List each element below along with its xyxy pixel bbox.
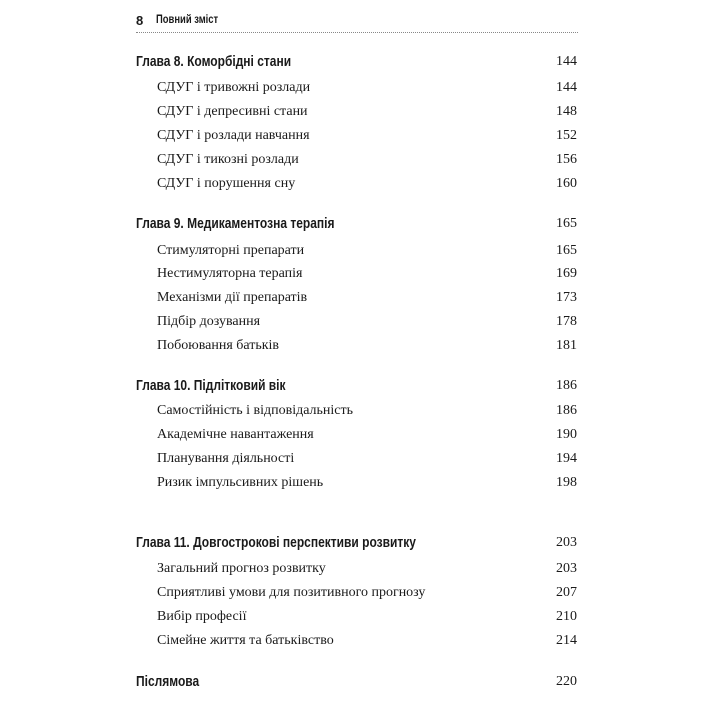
toc-entry-page: 144: [556, 80, 577, 95]
toc-section: [0, 76, 720, 100]
toc-chapter-10: [0, 374, 720, 398]
toc-section: [0, 239, 720, 263]
toc-section: [0, 286, 720, 310]
toc-entry-page: 220: [556, 674, 577, 689]
page-number: 8: [136, 13, 144, 28]
toc-entry-page: 181: [556, 338, 577, 353]
toc-section: [0, 100, 720, 124]
toc-entry-page: 210: [556, 609, 577, 624]
toc-entry-page: 214: [556, 633, 577, 648]
toc-entry-title: Механізми дії препаратів: [157, 290, 308, 305]
toc-section: [0, 262, 720, 286]
toc-entry-title: Підбір дозування: [157, 314, 261, 329]
toc-entry-title: СДУГ і тикозні розлади: [157, 152, 299, 167]
toc-section: [0, 447, 720, 471]
toc-section: [0, 605, 720, 629]
toc-entry-title: Глава 9. Медикаментозна терапія: [136, 215, 335, 232]
toc-section: [0, 423, 720, 447]
toc-entry-page: 165: [556, 216, 577, 231]
toc-entry-page: 152: [556, 128, 577, 143]
toc-section: [0, 310, 720, 334]
toc-entry-title: Вибір професії: [157, 609, 247, 624]
toc-entry-page: 178: [556, 314, 577, 329]
toc-section: [0, 629, 720, 653]
toc-entry-page: 160: [556, 176, 577, 191]
toc-entry-title: Побоювання батьків: [157, 338, 280, 353]
toc-entry-page: 194: [556, 451, 577, 466]
toc-entry-title: Загальний прогноз розвитку: [157, 561, 326, 576]
toc-entry-title: Ризик імпульсивних рішень: [157, 475, 324, 490]
toc-entry-page: 186: [556, 403, 577, 418]
toc-entry-page: 169: [556, 266, 577, 281]
toc-entry-title: Академічне навантаження: [157, 427, 314, 442]
toc-entry-title: Післямова: [136, 673, 200, 690]
toc-chapter-11: [0, 531, 720, 555]
toc-entry-page: 207: [556, 585, 577, 600]
toc-entry-page: 144: [556, 54, 577, 69]
toc-entry-title: СДУГ і розлади навчання: [157, 128, 310, 143]
toc-entry-page: 203: [556, 561, 577, 576]
toc-entry-page: 148: [556, 104, 577, 119]
toc-entry-title: Сімейне життя та батьківство: [157, 633, 334, 648]
toc-entry-title: Планування діяльності: [157, 451, 295, 466]
toc-chapter-9: [0, 212, 720, 236]
toc-entry-title: Глава 8. Коморбідні стани: [136, 53, 292, 70]
toc-entry-page: 156: [556, 152, 577, 167]
page-header: [136, 10, 578, 33]
toc-entry-title: Самостійність і відповідальність: [157, 403, 354, 418]
toc-section: [0, 557, 720, 581]
toc-entry-page: 186: [556, 378, 577, 393]
toc-entry-title: Глава 11. Довгострокові перспективи розвитку: [136, 534, 416, 551]
toc-entry-page: 190: [556, 427, 577, 442]
toc-chapter-8: [0, 50, 720, 74]
toc-entry-title: Глава 10. Підлітковий вік: [136, 377, 286, 394]
toc-entry-page: 198: [556, 475, 577, 490]
toc-entry-page: 173: [556, 290, 577, 305]
toc-section: [0, 334, 720, 358]
toc-section: [0, 124, 720, 148]
toc-entry-title: Стимуляторні препарати: [157, 243, 305, 258]
running-title: Повний зміст: [156, 14, 219, 26]
toc-section: [0, 172, 720, 196]
toc-section: [0, 399, 720, 423]
toc-section: [0, 581, 720, 605]
toc-afterword: [0, 670, 720, 694]
toc-entry-page: 165: [556, 243, 577, 258]
toc-entry-title: СДУГ і депресивні стани: [157, 104, 308, 119]
toc-section: [0, 148, 720, 172]
toc-entry-title: СДУГ і тривожні розлади: [157, 80, 311, 95]
toc-entry-title: СДУГ і порушення сну: [157, 176, 296, 191]
toc-entry-page: 203: [556, 535, 577, 550]
toc-section: [0, 471, 720, 495]
toc-entry-title: Сприятливі умови для позитивного прогнозу: [157, 585, 426, 600]
toc-entry-title: Нестимуляторна терапія: [157, 266, 303, 281]
